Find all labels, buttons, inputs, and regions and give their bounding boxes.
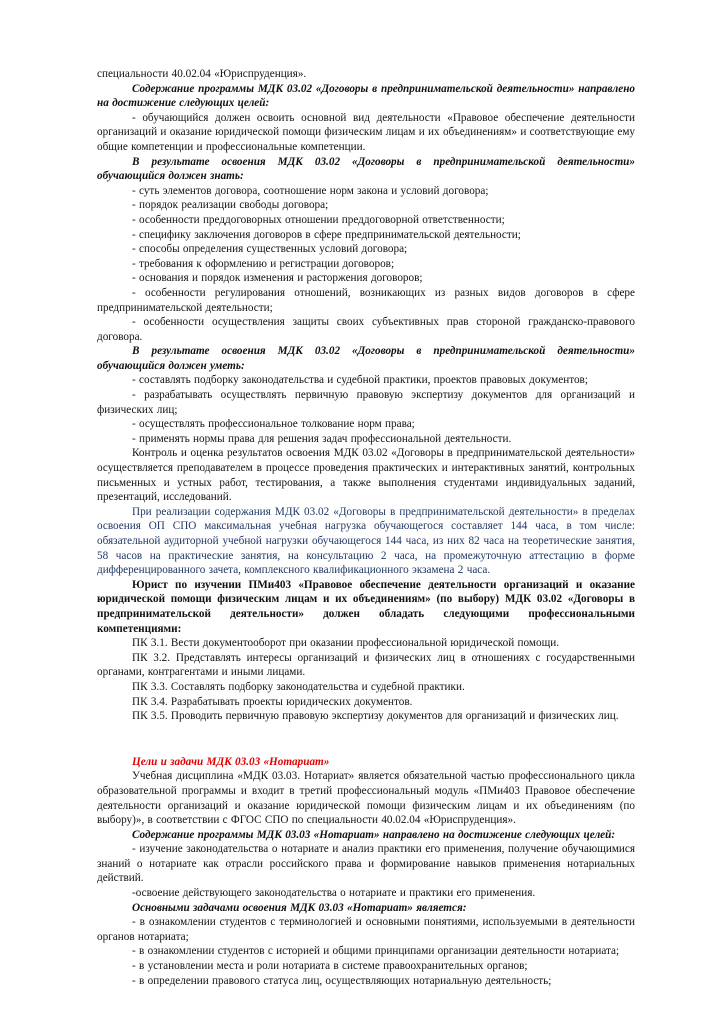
- list-item: - требования к оформлению и регистрации договоров;: [132, 257, 395, 270]
- section-heading: В результате освоения МДК 03.02 «Договоры в предпринимательской деятельности» обучающийся должен знать:: [97, 155, 635, 183]
- section-heading: Содержание программы МДК 03.02 «Договоры в предпринимательской деятельности» направлено на достижение следующих целей:: [97, 82, 635, 110]
- list-item: - специфику заключения договоров в сфере предпринимательской деятельности;: [132, 228, 521, 241]
- list-item: - в ознакомлении студентов с историей и общими принципами организации деятельности нотариата;: [132, 945, 620, 958]
- paragraph: - обучающийся должен освоить основной вид деятельности «Правовое обеспечение деятельности организаций и оказание юридической помощи физическим лицам и их объединениям» и соответствующие ему общие компетенции и профессиональные компетенции.: [97, 111, 635, 153]
- paragraph: Контроль и оценка результатов освоения МДК 03.02 «Договоры в предпринимательской деятельности» осуществляется преподавателем в процессе проведения практических и интерактивных занятий, контрольных письменных и устных работ, тестирования, а также выполнения студентами индивидуальных заданий, презентаций, исследований.: [97, 447, 635, 504]
- list-item: - основания и порядок изменения и расторжения договоров;: [132, 272, 423, 285]
- section-heading: В результате освоения МДК 03.02 «Договоры в предпринимательской деятельности» обучающийся должен уметь:: [97, 345, 635, 372]
- paragraph: специальности 40.02.04 «Юриспруденция».: [97, 68, 307, 80]
- competency-item: ПК 3.1. Вести документооборот при оказании профессиональной юридической помощи.: [132, 637, 559, 650]
- paragraph: При реализации содержания МДК 03.02 «Договоры в предпринимательской деятельности» в пределах освоения ОП СПО максимальная учебная нагрузка обучающегося составляет 144 часа, в том числе: обязательной аудиторной учебной нагрузки обучающегося 144 часа, из них 82 часа на теоретические занятия, 58 часов на практические занятия, на консультацию 2 часа, на промежуточную аттестацию в форме дифференцированного зачета, комплексного квалификационного экзамена 2 часа.: [97, 505, 635, 577]
- list-item: - в определении правового статуса лиц, осуществляющих нотариальную деятельность;: [132, 974, 552, 987]
- paragraph: Учебная дисциплина «МДК 03.03. Нотариат» является обязательной частью профессионального цикла образовательной программы и входит в третий профессиональный модуль «ПМи403 Правовое обеспечение деятельности организаций и оказание юридической помощи физическим лицам и их объединениям (по выбору)», в соответствии с ФГОС СПО по специальности 40.02.04 «Юриспруденция».: [97, 770, 635, 827]
- list-item: - особенности осуществления защиты своих субъективных прав стороной гражданско-правового договора.: [97, 316, 635, 343]
- chapter-heading: Цели и задачи МДК 03.03 «Нотариат»: [132, 755, 330, 768]
- competency-item: ПК 3.2. Представлять интересы организаций и физических лиц в отношениях с государственными органами, контрагентами и иными лицами.: [97, 651, 635, 679]
- list-item: - особенности регулирования отношений, возникающих из разных видов договоров в сфере предпринимательской деятельности;: [97, 286, 635, 314]
- list-item: - осуществлять профессиональное толкование норм права;: [132, 418, 415, 431]
- list-item: - особенности преддоговорных отношении преддоговорной ответственности;: [132, 213, 505, 226]
- section-heading: Содержание программы МДК 03.03 «Нотариат» направлено на достижение следующих целей:: [132, 828, 616, 841]
- competency-item: ПК 3.5. Проводить первичную правовую экспертизу документов для организаций и физических лиц.: [132, 710, 619, 723]
- section-heading: Основными задачами освоения МДК 03.03 «Нотариат» является:: [132, 901, 467, 914]
- document-body: [97, 67, 635, 988]
- list-item: - применять нормы права для решения задач профессиональной деятельности.: [132, 432, 512, 445]
- list-item: - способы определения существенных условий договора;: [132, 243, 408, 256]
- competency-item: ПК 3.3. Составлять подборку законодательства и судебной практики.: [132, 680, 465, 693]
- list-item: - в установлении места и роли нотариата в системе правоохранительных органов;: [132, 960, 528, 973]
- competency-item: ПК 3.4. Разрабатывать проекты юридических документов.: [132, 695, 413, 708]
- list-item: - изучение законодательства о нотариате и анализ практики его применения, получение обучающимися знаний о нотариате как отрасли российского права и формирование навыков применения нотариальных действий.: [97, 843, 635, 885]
- list-item: - суть элементов договора, соотношение норм закона и условий договора;: [132, 184, 489, 197]
- list-item: - разрабатывать осуществлять первичную правовую экспертизу документов для организаций и физических лиц;: [97, 389, 635, 416]
- list-item: - в ознакомлении студентов с терминологией и основными понятиями, используемыми в деятельности органов нотариата;: [97, 916, 635, 943]
- paragraph: Юрист по изучении ПМи403 «Правовое обеспечение деятельности организаций и оказание юридической помощи физическим лицам и их объединениям» (по выбору) МДК 03.02 «Договоры в предпринимательской деятельности» должен обладать следующими профессиональными компетенциями:: [97, 578, 635, 635]
- list-item: - порядок реализации свободы договора;: [132, 199, 329, 212]
- list-item: -освоение действующего законодательства о нотариате и практики его применения.: [132, 887, 536, 900]
- list-item: - составлять подборку законодательства и судебной практики, проектов правовых документов;: [132, 374, 588, 387]
